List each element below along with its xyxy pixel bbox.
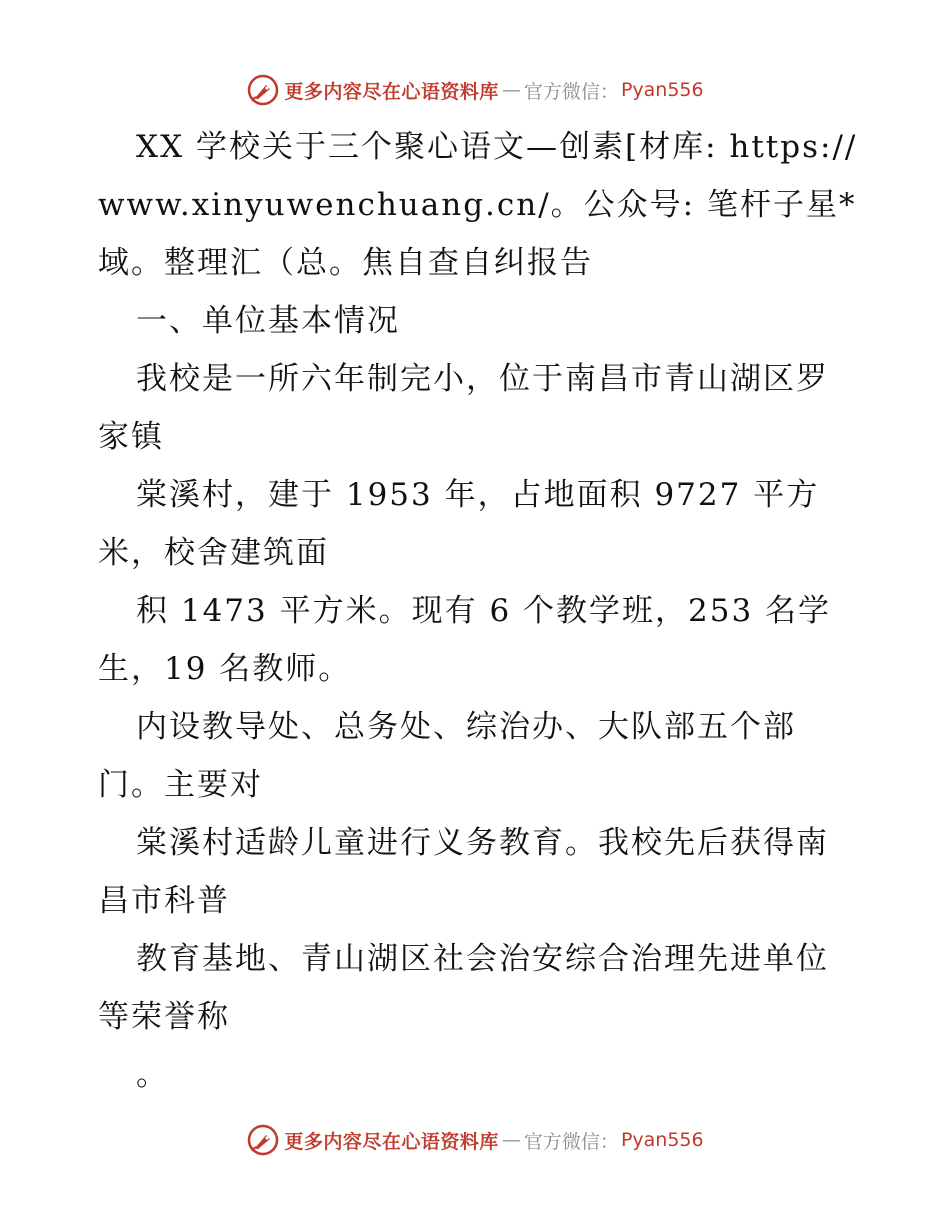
footer-banner xyxy=(0,1120,950,1160)
pen-nib-logo-icon xyxy=(246,73,280,107)
document-body xyxy=(98,118,858,1104)
banner-wechat-handle: Pyan556 xyxy=(620,79,704,101)
header-banner xyxy=(0,70,950,110)
banner-dash: — xyxy=(501,1129,521,1151)
body-paragraph: 教育基地、青山湖区社会治安综合治理先进单位等荣誉称 xyxy=(98,941,829,1035)
banner-wechat-handle: Pyan556 xyxy=(620,1129,704,1151)
body-paragraph: 内设教导处、总务处、综治办、大队部五个部门。主要对 xyxy=(98,709,796,803)
banner-main-text: 更多内容尽在心语资料库 xyxy=(284,1130,499,1153)
section-heading: 一、单位基本情况 xyxy=(136,303,400,339)
banner-dash: — xyxy=(501,79,521,101)
banner-main-text: 更多内容尽在心语资料库 xyxy=(284,80,499,103)
pen-nib-logo-icon xyxy=(246,1123,280,1157)
body-paragraph: 棠溪村，建于 1953 年，占地面积 9727 平方米，校舍建筑面 xyxy=(98,477,820,571)
banner-official-label: 官方微信： xyxy=(523,1130,619,1153)
banner-official-label: 官方微信： xyxy=(523,80,619,103)
body-paragraph: 棠溪村适龄儿童进行义务教育。我校先后获得南昌市科普 xyxy=(98,825,829,919)
document-title: XX 学校关于三个聚心语文—创素[材库: https://www.xinyuwenchuang.cn/。公众号: 笔杆子星*域。整理汇（总。焦自查自纠报告 xyxy=(98,129,858,281)
trailing-punctuation: 。 xyxy=(136,1057,169,1093)
body-paragraph: 我校是一所六年制完小，位于南昌市青山湖区罗家镇 xyxy=(98,361,829,455)
body-paragraph: 积 1473 平方米。现有 6 个教学班，253 名学生，19 名教师。 xyxy=(98,593,832,687)
